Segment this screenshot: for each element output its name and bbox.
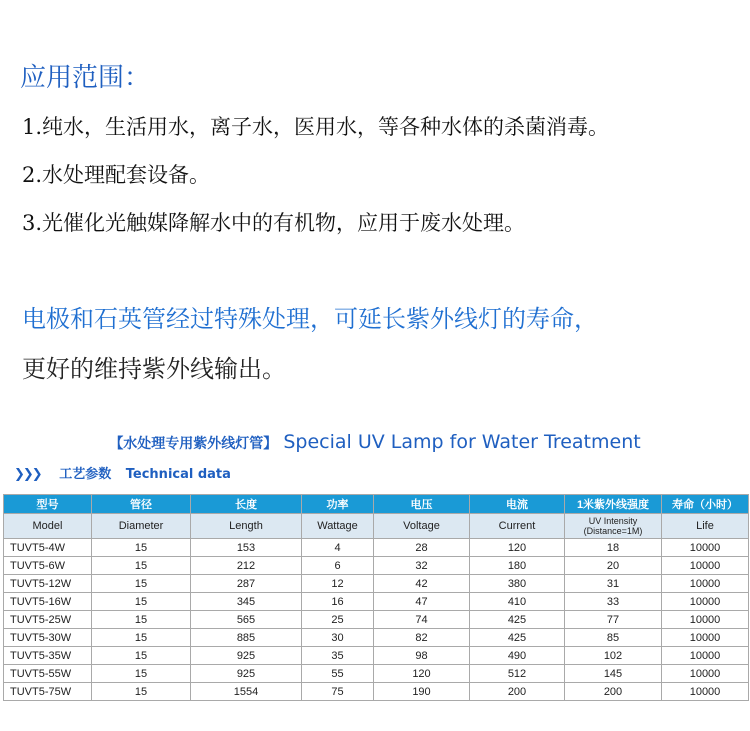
table-cell: 33 xyxy=(565,593,662,611)
application-item: 2.水处理配套设备。 xyxy=(22,163,211,187)
table-cell: 212 xyxy=(191,557,302,575)
table-cell: 120 xyxy=(374,665,470,683)
header-cn-cell: 寿命（小时） xyxy=(662,495,749,514)
table-cell: 77 xyxy=(565,611,662,629)
table-cell: 102 xyxy=(565,647,662,665)
header-cn-cell: 1米紫外线强度 xyxy=(565,495,662,514)
table-row xyxy=(4,629,749,647)
table-cell: 74 xyxy=(374,611,470,629)
table-cell: 10000 xyxy=(662,665,749,683)
table-cell: 75 xyxy=(302,683,374,701)
header-en-cell: Diameter xyxy=(92,514,191,539)
header-en-cell: Length xyxy=(191,514,302,539)
table-row xyxy=(4,647,749,665)
table-cell: 10000 xyxy=(662,593,749,611)
table-row xyxy=(4,665,749,683)
table-cell: 28 xyxy=(374,539,470,557)
spec-table-body xyxy=(4,539,749,701)
table-cell: 145 xyxy=(565,665,662,683)
table-cell: 16 xyxy=(302,593,374,611)
header-cn-cell: 电流 xyxy=(470,495,565,514)
header-cn-cell: 电压 xyxy=(374,495,470,514)
table-cell: 565 xyxy=(191,611,302,629)
application-item: 3.光催化光触媒降解水中的有机物，应用于废水处理。 xyxy=(22,211,526,235)
table-cell: 12 xyxy=(302,575,374,593)
applications-list xyxy=(22,108,609,252)
table-cell: 10000 xyxy=(662,647,749,665)
table-title xyxy=(0,431,750,453)
table-cell: 153 xyxy=(191,539,302,557)
table-cell: 35 xyxy=(302,647,374,665)
table-cell: 512 xyxy=(470,665,565,683)
table-cell: 20 xyxy=(565,557,662,575)
header-cn-cell: 管径 xyxy=(92,495,191,514)
table-cell: 10000 xyxy=(662,629,749,647)
header-en-cell xyxy=(565,514,662,539)
header-en-cell: Model xyxy=(4,514,92,539)
table-cell: 120 xyxy=(470,539,565,557)
header-row-en xyxy=(4,514,749,539)
table-cell: 18 xyxy=(565,539,662,557)
description-line-1: 电极和石英管经过特殊处理，可延长紫外线灯的寿命， xyxy=(22,305,598,333)
description xyxy=(22,294,742,394)
table-cell: 925 xyxy=(191,647,302,665)
uv-intensity-header: UV Intensity (Distance=1M) xyxy=(583,516,643,536)
table-row xyxy=(4,683,749,701)
table-cell: 4 xyxy=(302,539,374,557)
table-cell: 200 xyxy=(565,683,662,701)
model-cell: TUVT5-75W xyxy=(4,683,92,701)
table-cell: 15 xyxy=(92,593,191,611)
model-cell: TUVT5-6W xyxy=(4,557,92,575)
table-row xyxy=(4,539,749,557)
table-cell: 925 xyxy=(191,665,302,683)
table-cell: 380 xyxy=(470,575,565,593)
model-cell: TUVT5-16W xyxy=(4,593,92,611)
model-cell: TUVT5-55W xyxy=(4,665,92,683)
header-en-cell: Wattage xyxy=(302,514,374,539)
header-cn-cell: 长度 xyxy=(191,495,302,514)
table-cell: 10000 xyxy=(662,557,749,575)
table-title-en: Special UV Lamp for Water Treatment xyxy=(283,431,641,453)
table-cell: 15 xyxy=(92,539,191,557)
table-row xyxy=(4,557,749,575)
table-cell: 425 xyxy=(470,629,565,647)
table-cell: 190 xyxy=(374,683,470,701)
table-cell: 287 xyxy=(191,575,302,593)
header-en-cell: Voltage xyxy=(374,514,470,539)
table-cell: 15 xyxy=(92,629,191,647)
table-cell: 10000 xyxy=(662,611,749,629)
table-cell: 490 xyxy=(470,647,565,665)
table-cell: 15 xyxy=(92,611,191,629)
table-cell: 42 xyxy=(374,575,470,593)
header-row-cn xyxy=(4,495,749,514)
table-cell: 15 xyxy=(92,665,191,683)
table-cell: 10000 xyxy=(662,575,749,593)
table-cell: 15 xyxy=(92,683,191,701)
header-cn-cell: 功率 xyxy=(302,495,374,514)
table-cell: 345 xyxy=(191,593,302,611)
table-cell: 6 xyxy=(302,557,374,575)
table-cell: 82 xyxy=(374,629,470,647)
header-en-cell: Current xyxy=(470,514,565,539)
table-cell: 15 xyxy=(92,647,191,665)
table-row xyxy=(4,593,749,611)
section-header xyxy=(14,463,231,482)
spec-table xyxy=(3,494,749,701)
table-cell: 15 xyxy=(92,557,191,575)
description-line-2: 更好的维持紫外线输出。 xyxy=(22,355,286,383)
table-cell: 98 xyxy=(374,647,470,665)
table-cell: 200 xyxy=(470,683,565,701)
table-cell: 25 xyxy=(302,611,374,629)
table-cell: 32 xyxy=(374,557,470,575)
section-title-cn: 工艺参数 xyxy=(59,467,112,482)
table-cell: 1554 xyxy=(191,683,302,701)
table-cell: 55 xyxy=(302,665,374,683)
table-cell: 47 xyxy=(374,593,470,611)
table-cell: 31 xyxy=(565,575,662,593)
table-cell: 425 xyxy=(470,611,565,629)
table-cell: 410 xyxy=(470,593,565,611)
table-cell: 180 xyxy=(470,557,565,575)
model-cell: TUVT5-12W xyxy=(4,575,92,593)
table-cell: 10000 xyxy=(662,539,749,557)
table-row xyxy=(4,611,749,629)
model-cell: TUVT5-4W xyxy=(4,539,92,557)
applications-heading: 应用范围： xyxy=(20,63,151,93)
table-cell: 15 xyxy=(92,575,191,593)
table-title-cn: 【水处理专用紫外线灯管】 xyxy=(109,436,278,452)
section-title-en: Technical data xyxy=(125,467,231,482)
model-cell: TUVT5-30W xyxy=(4,629,92,647)
model-cell: TUVT5-25W xyxy=(4,611,92,629)
table-cell: 885 xyxy=(191,629,302,647)
application-item: 1.纯水，生活用水，离子水，医用水，等各种水体的杀菌消毒。 xyxy=(22,115,610,139)
model-cell: TUVT5-35W xyxy=(4,647,92,665)
header-cn-cell: 型号 xyxy=(4,495,92,514)
table-cell: 30 xyxy=(302,629,374,647)
table-cell: 10000 xyxy=(662,683,749,701)
table-row xyxy=(4,575,749,593)
table-cell: 85 xyxy=(565,629,662,647)
header-en-cell: Life xyxy=(662,514,749,539)
chevrons-right-icon: ❯❯❯ xyxy=(14,467,41,482)
